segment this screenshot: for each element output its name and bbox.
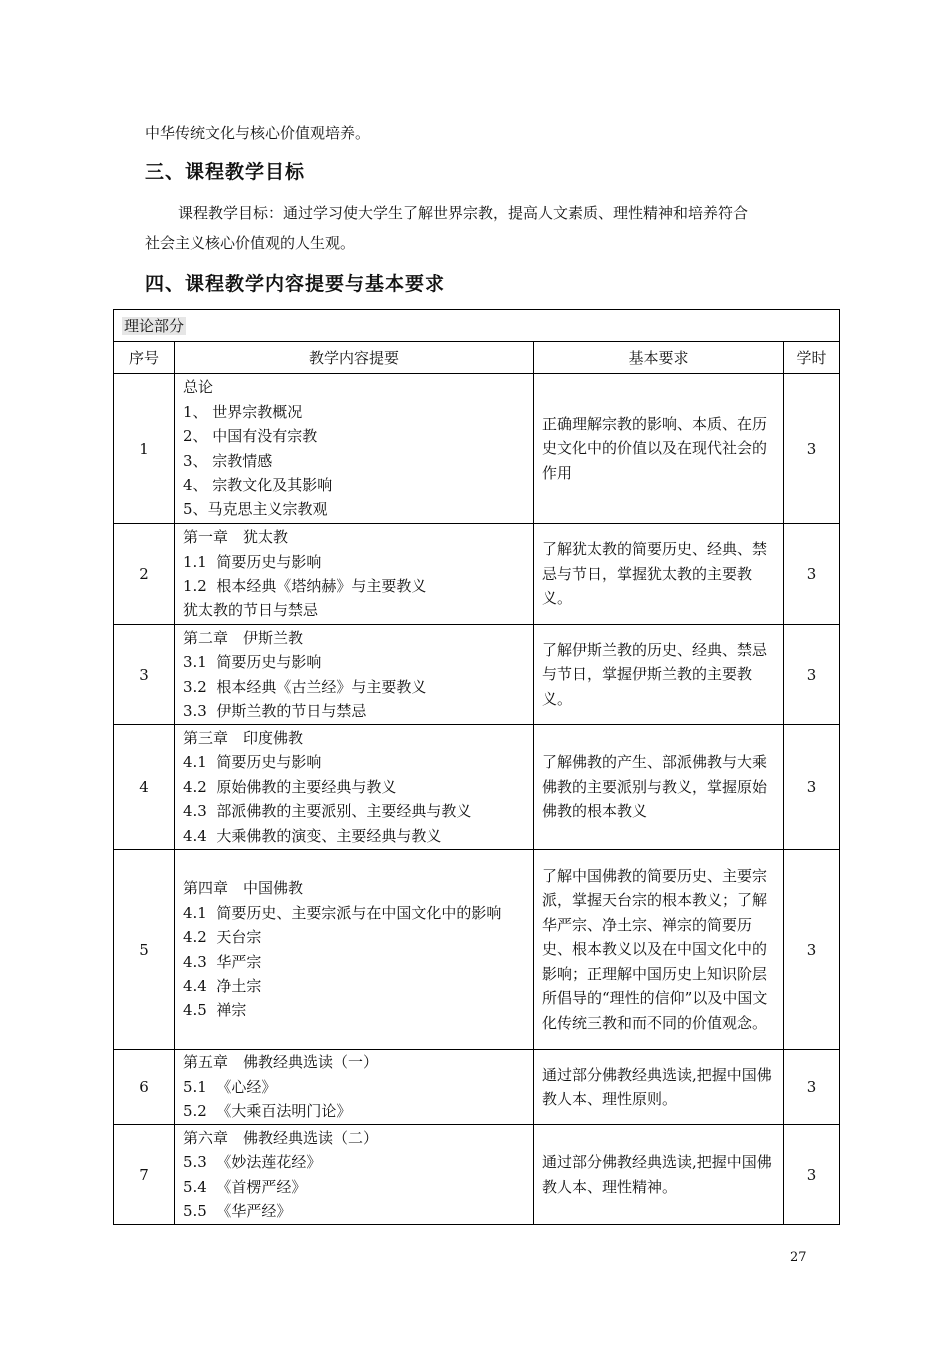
section-label-cell [114, 310, 840, 342]
row-no: 5 [114, 850, 175, 1050]
intro-line: 中华传统文化与核心价值观培养。 [145, 124, 371, 142]
row-hours: 3 [784, 524, 840, 625]
row-no: 1 [114, 374, 175, 524]
table-row [114, 725, 840, 850]
row-requirement: 了解伊斯兰教的历史、经典、禁忌与节日，掌握伊斯兰教的主要教义。 [534, 625, 784, 725]
section-4-heading: 四、课程教学内容提要与基本要求 [145, 273, 446, 295]
row-hours: 3 [784, 625, 840, 725]
row-content: 第一章 犹太教 1.1 简要历史与影响 1.2 根本经典《塔纳赫》与主要教义 犹太教的节日与禁忌 [175, 524, 534, 625]
table-row [114, 1125, 840, 1225]
row-hours: 3 [784, 725, 840, 850]
row-content: 第四章 中国佛教 4.1 简要历史、主要宗派与在中国文化中的影响 4.2 天台宗 4.3 华严宗 4.4 净土宗 4.5 禅宗 [175, 850, 534, 1050]
header-content: 教学内容提要 [175, 342, 534, 374]
row-no: 4 [114, 725, 175, 850]
row-requirement: 了解中国佛教的简要历史、主要宗派，掌握天台宗的根本教义；了解华严宗、净土宗、禅宗的简要历史、根本教义以及在中国文化中的影响；正理解中国历史上知识阶层所倡导的“理性的信仰”以及中国文化传统三教和而不同的价值观念。 [534, 850, 784, 1050]
header-hours: 学时 [784, 342, 840, 374]
objective-paragraph-line-2: 社会主义核心价值观的人生观。 [145, 234, 356, 252]
row-no: 7 [114, 1125, 175, 1225]
table-row [114, 850, 840, 1050]
table-row [114, 524, 840, 625]
row-content: 总论 1、 世界宗教概况 2、 中国有没有宗教 3、 宗教情感 4、 宗教文化及其影响 5、马克思主义宗教观 [175, 374, 534, 524]
table-row [114, 625, 840, 725]
row-requirement: 通过部分佛教经典选读,把握中国佛教人本、理性原则。 [534, 1050, 784, 1125]
header-no: 序号 [114, 342, 175, 374]
section-3-heading: 三、课程教学目标 [145, 161, 306, 183]
table-section-row [114, 310, 840, 342]
row-requirement: 正确理解宗教的影响、本质、在历史文化中的价值以及在现代社会的作用 [534, 374, 784, 524]
table-row [114, 1050, 840, 1125]
table-header-row [114, 342, 840, 374]
header-requirement: 基本要求 [534, 342, 784, 374]
row-no: 3 [114, 625, 175, 725]
course-content-table [113, 309, 840, 1225]
row-requirement: 了解犹太教的简要历史、经典、禁忌与节日，掌握犹太教的主要教义。 [534, 524, 784, 625]
section-label: 理论部分 [124, 317, 185, 335]
row-no: 2 [114, 524, 175, 625]
row-hours: 3 [784, 1125, 840, 1225]
row-no: 6 [114, 1050, 175, 1125]
row-requirement: 通过部分佛教经典选读,把握中国佛教人本、理性精神。 [534, 1125, 784, 1225]
row-content: 第二章 伊斯兰教 3.1 简要历史与影响 3.2 根本经典《古兰经》与主要教义 3.3 伊斯兰教的节日与禁忌 [175, 625, 534, 725]
row-hours: 3 [784, 1050, 840, 1125]
row-content: 第三章 印度佛教 4.1 简要历史与影响 4.2 原始佛教的主要经典与教义 4.3 部派佛教的主要派别、主要经典与教义 4.4 大乘佛教的演变、主要经典与教义 [175, 725, 534, 850]
row-hours: 3 [784, 850, 840, 1050]
row-requirement: 了解佛教的产生、部派佛教与大乘佛教的主要派别与教义，掌握原始佛教的根本教义 [534, 725, 784, 850]
table-row [114, 374, 840, 524]
row-hours: 3 [784, 374, 840, 524]
row-content: 第六章 佛教经典选读（二） 5.3 《妙法莲花经》 5.4 《首楞严经》 5.5 《华严经》 [175, 1125, 534, 1225]
row-content: 第五章 佛教经典选读（一） 5.1 《心经》 5.2 《大乘百法明门论》 [175, 1050, 534, 1125]
objective-paragraph-line-1: 课程教学目标：通过学习使大学生了解世界宗教，提高人文素质、理性精神和培养符合 [178, 204, 749, 222]
page-number: 27 [790, 1250, 807, 1265]
